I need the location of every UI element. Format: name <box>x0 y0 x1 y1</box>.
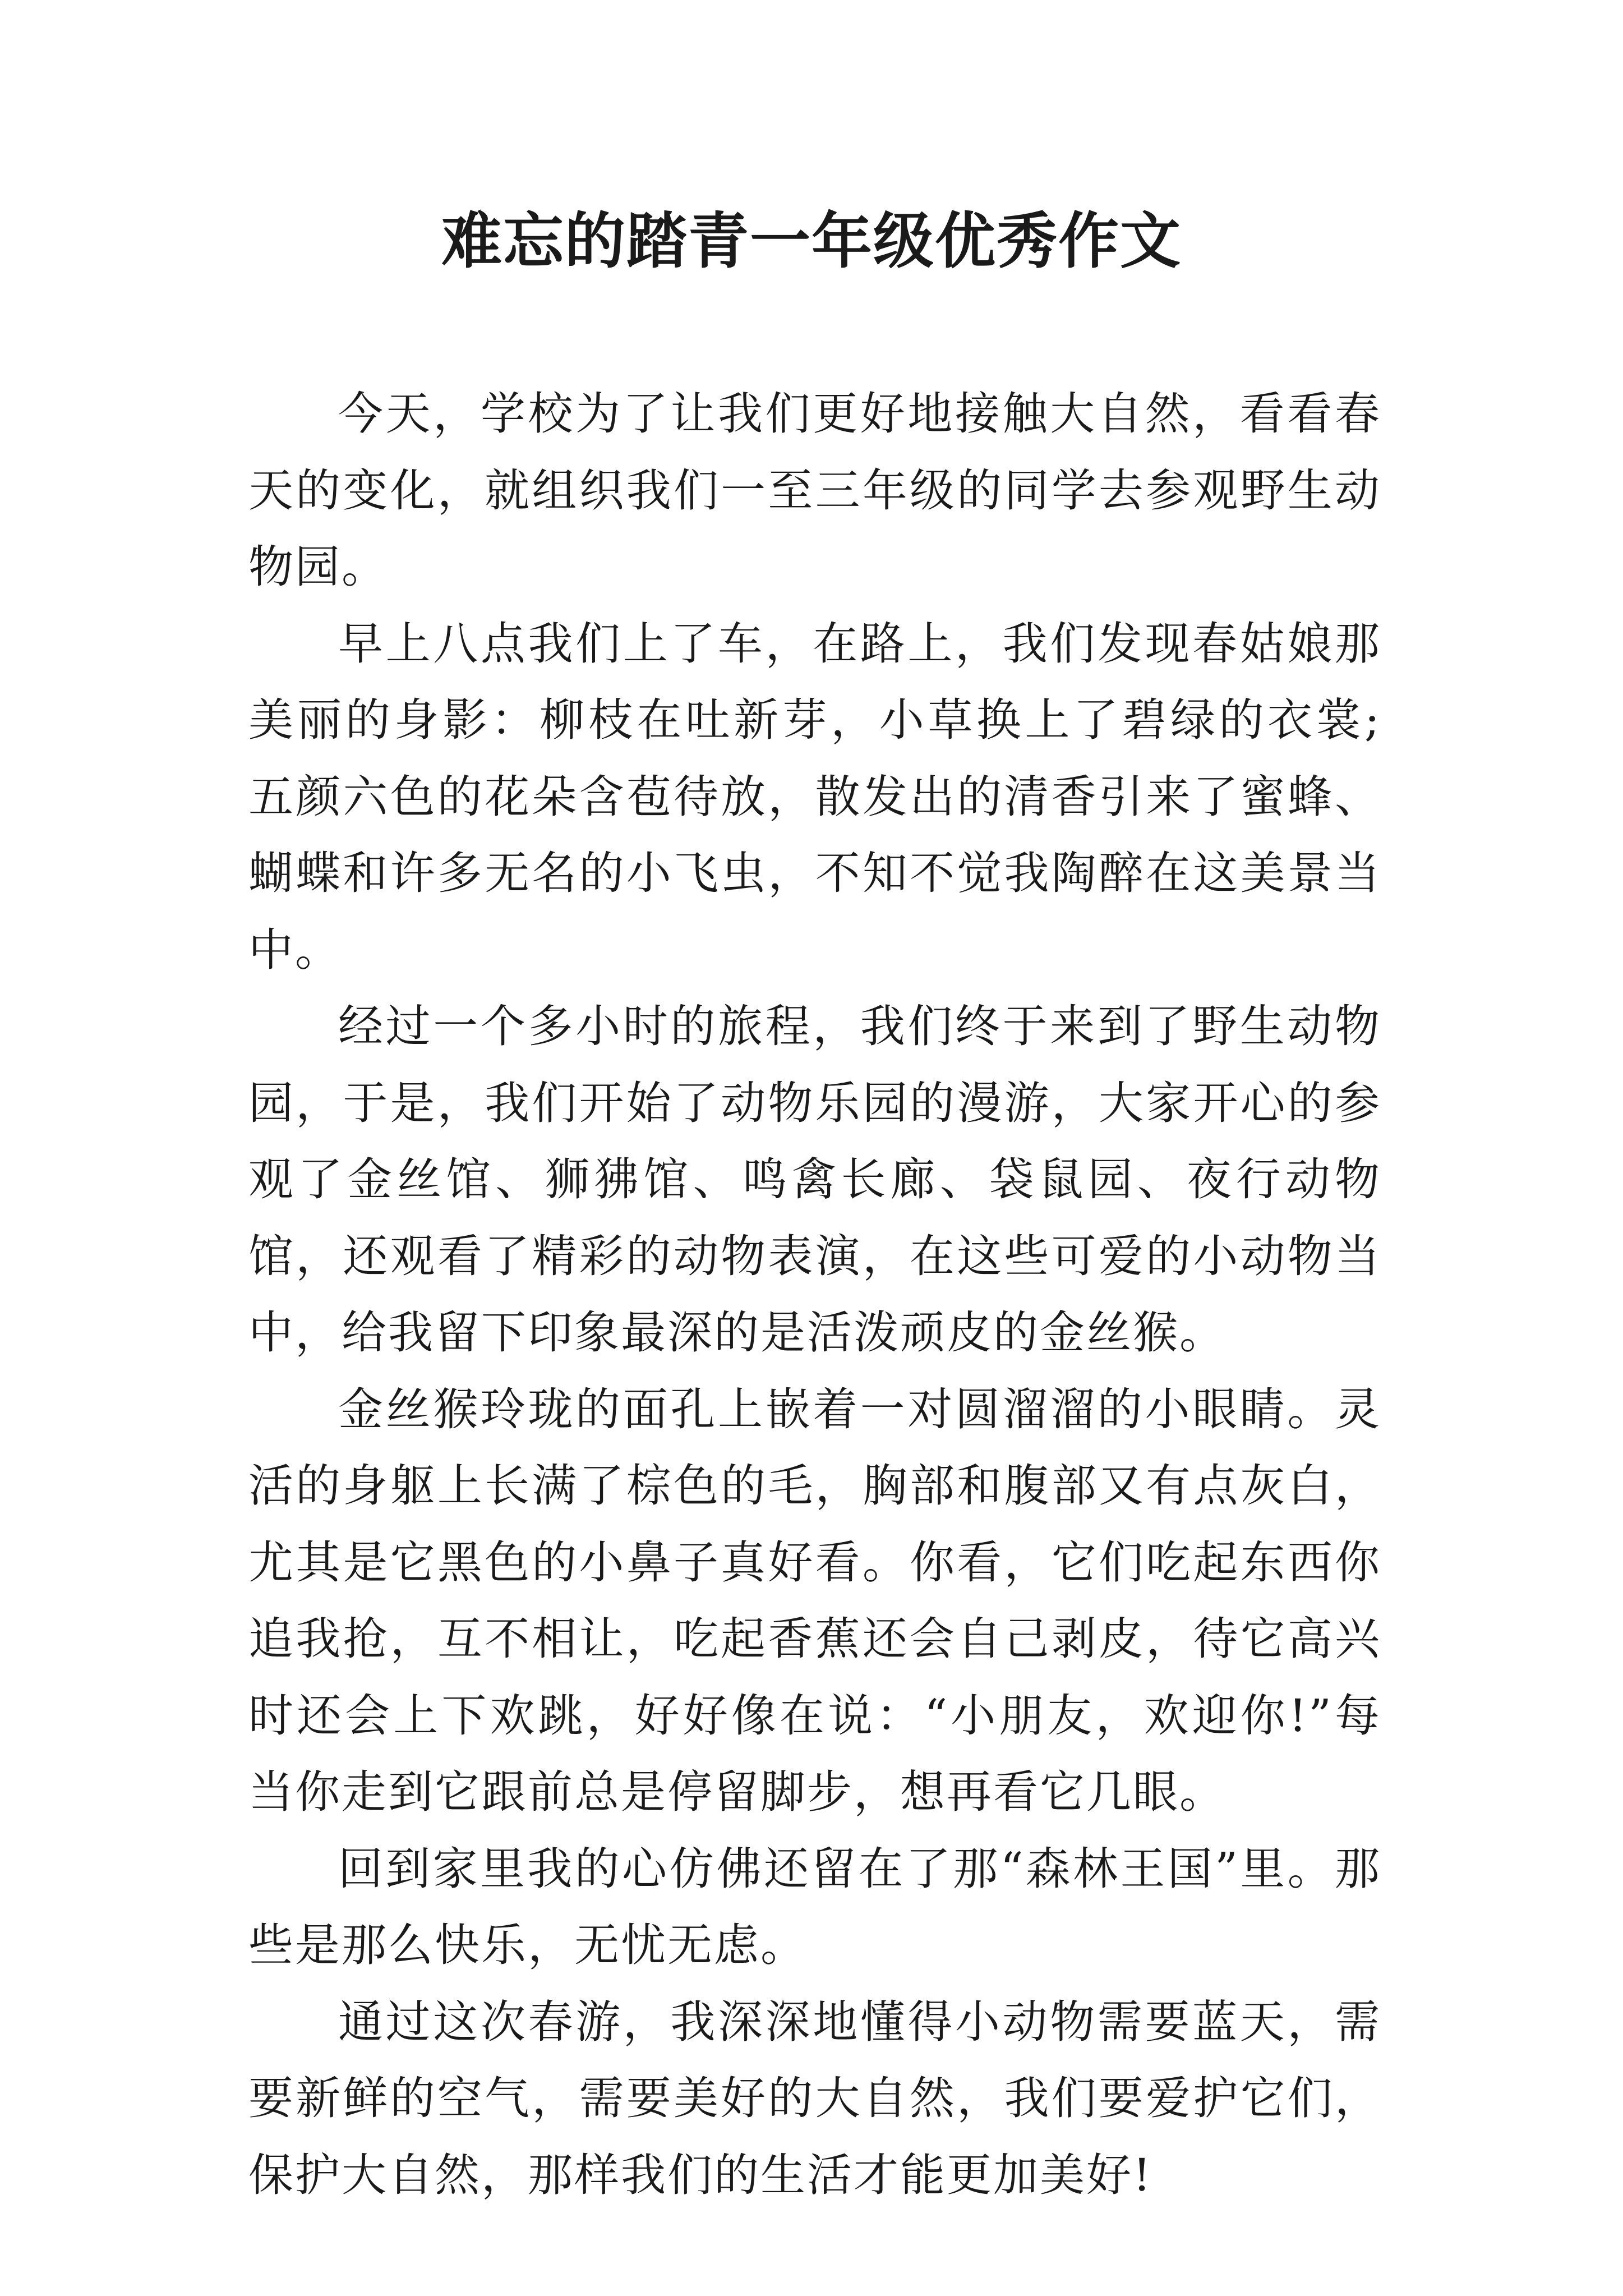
paragraph-2: 早上八点我们上了车，在路上，我们发现春姑娘那美丽的身影：柳枝在吐新芽，小草换上了碧绿的衣裳;五颜六色的花朵含苞待放，散发出的清香引来了蜜蜂、蝴蝶和许多无名的小飞虫，不知不觉我陶醉在这美景当中。 <box>248 617 1381 976</box>
document-title: 难忘的踏青一年级优秀作文 <box>441 206 1182 277</box>
paragraph-3: 经过一个多小时的旅程，我们终于来到了野生动物园，于是，我们开始了动物乐园的漫游，大家开心的参观了金丝馆、狮狒馆、鸣禽长廊、袋鼠园、夜行动物馆，还观看了精彩的动物表演，在这些可爱的小动物当中，给我留下印象最深的是活泼顽皮的金丝猴。 <box>248 1000 1381 1359</box>
paragraph-4: 金丝猴玲珑的面孔上嵌着一对圆溜溜的小眼睛。灵活的身躯上长满了棕色的毛，胸部和腹部又有点灰白，尤其是它黑色的小鼻子真好看。你看，它们吃起东西你追我抢，互不相让，吃起香蕉还会自己剥皮，待它高兴时还会上下欢跳，好好像在说：“小朋友，欢迎你!”每当你走到它跟前总是停留脚步，想再看它几眼。 <box>248 1383 1381 1818</box>
paragraph-5: 回到家里我的心仿佛还留在了那“森林王国”里。那些是那么快乐，无忧无虑。 <box>248 1842 1381 1971</box>
document-body <box>248 376 1381 2214</box>
paragraph-6: 通过这次春游，我深深地懂得小动物需要蓝天，需要新鲜的空气，需要美好的大自然，我们要爱护它们，保护大自然，那样我们的生活才能更加美好! <box>248 1995 1381 2201</box>
paragraph-1: 今天，学校为了让我们更好地接触大自然，看看春天的变化，就组织我们一至三年级的同学去参观野生动物园。 <box>248 388 1381 593</box>
